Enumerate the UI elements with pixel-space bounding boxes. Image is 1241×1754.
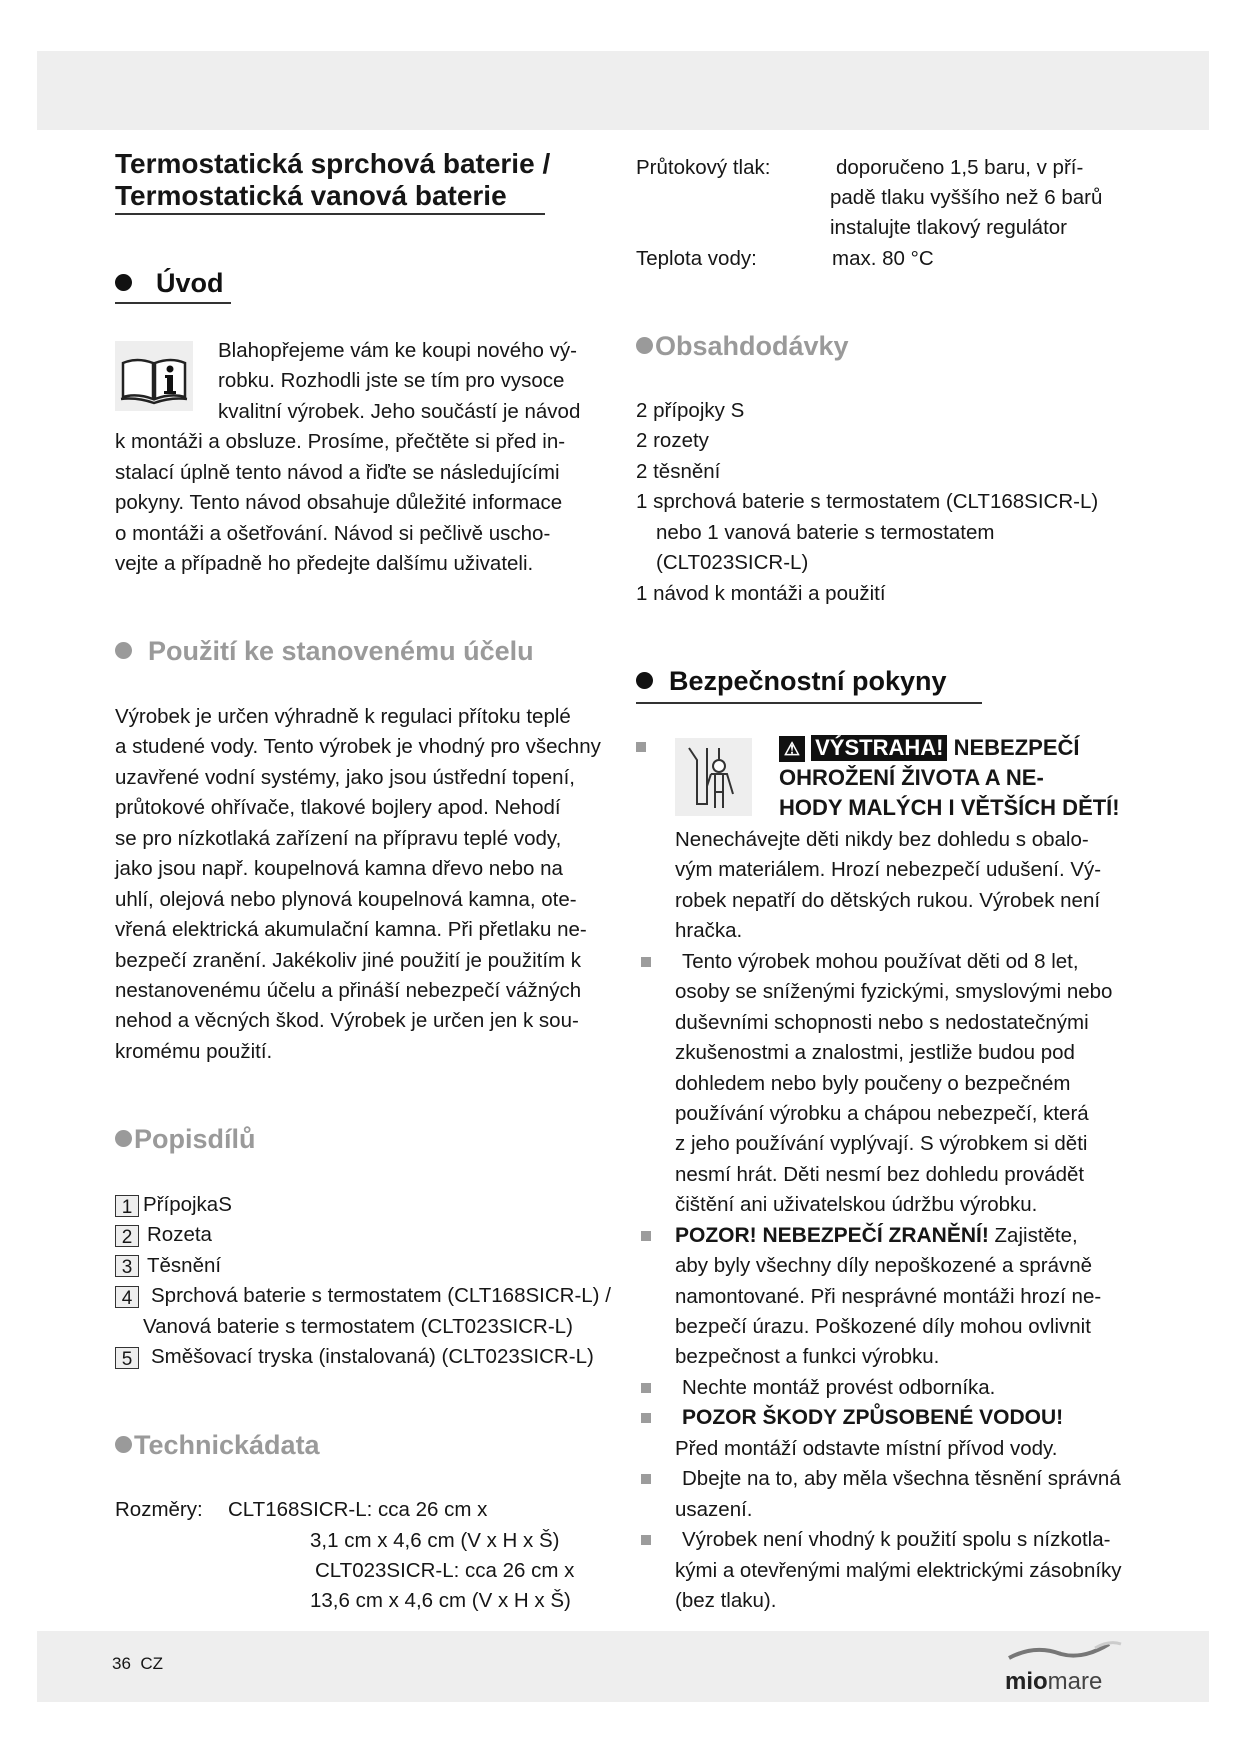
part-item [115,1342,611,1372]
pressure-value: instalujte tlakový regulátor [830,216,1068,239]
pressure-value: doporučeno 1,5 baru, v pří- [836,156,1084,179]
safety-item-text: bezpečnost a funkci výrobku. [675,1345,940,1369]
heading-tech [115,1430,320,1461]
warning-text-line: vým materiálem. Hrozí nebezpečí udušení. Vý- [675,858,1102,882]
logo-text: mare [1047,1668,1103,1695]
safety-item-line [675,1586,1122,1616]
logo-text: mio [1005,1668,1048,1695]
text-line: nestanovenému účelu a přináší nebezpečí vážných [115,978,582,1002]
text-line: uzavřené vodní systémy, jako jsou ústřední topení, [115,765,575,789]
dimensions-value: CLT023SICR-L: cca 26 cm x [315,1559,575,1582]
part-number-box: 4 [115,1286,139,1308]
bullet-dot-icon [115,274,132,291]
heading-contents [636,331,849,362]
safety-item-line [675,1038,1122,1068]
safety-item-line [675,1403,1122,1433]
part-number-box: 3 [115,1255,139,1277]
document-title [115,148,550,212]
safety-item-line [675,1495,1122,1525]
safety-item-line [675,1282,1122,1312]
safety-item-text: Tento výrobek mohou používat děti od 8 let, [682,949,1079,973]
warning-text-line: robek nepatří do dětských rukou. Výrobek není [675,888,1101,912]
safety-item-line [675,1251,1122,1281]
text-line: 1 sprchová baterie s termostatem (CLT168SICR-L) [636,490,1099,514]
usage-text [115,702,601,1067]
header-band [37,51,1209,130]
text-line: bezpečí zranění. Jakékoliv jiné použití je použitím k [115,948,582,972]
safety-item-line [675,977,1122,1007]
safety-item-lead: POZOR! NEBEZPEČÍ ZRANĚNÍ! [675,1223,989,1247]
heading-parts [115,1124,256,1155]
part-label: PřípojkaS [143,1193,232,1216]
part-item [115,1190,611,1220]
safety-item-text: aby byly všechny díly nepoškozené a správně [675,1254,1093,1278]
safety-item-line [675,1434,1122,1464]
text-line: stalací úplně tento návod a řiďte se následujícími [115,460,560,484]
warning-text-line: hračka. [675,919,743,943]
heading-underline [636,702,982,704]
text-line: nehod a věcných škod. Výrobek je určen jen k sou- [115,1009,579,1033]
safety-item-lead: POZOR ŠKODY ZPŮSOBENÉ VODOU! [682,1406,1064,1430]
safety-item-text: Dbejte na to, aby měla všechna těsnění správná [682,1467,1121,1491]
text-line: robku. Rozhodli jste se tím pro vysoce [218,369,565,393]
warning-badge: VÝSTRAHA! [811,735,947,761]
heading-safety [636,666,947,697]
warning-title: OHROŽENÍ ŽIVOTA A NE- [779,765,1044,790]
safety-list [675,825,1122,1616]
title-underline [115,213,545,215]
text-line: a studené vody. Tento výrobek je vhodný pro všechny [115,735,601,759]
part-number-box: 1 [115,1195,139,1217]
heading-text: Použití ke stanovenému účelu [148,636,534,666]
text-line: nebo 1 vanová baterie s termostatem [656,520,995,544]
warning-title: NEBEZPEČÍ [953,735,1080,760]
text-line: k montáži a obsluze. Prosíme, přečtěte si před in- [115,430,566,454]
safety-item-text: namontované. Při nesprávné montáži hrozí ne- [675,1284,1102,1308]
bullet-square-icon [641,1231,651,1241]
text-line: Blahopřejeme vám ke koupi nového vý- [218,339,577,362]
safety-item-line [675,1342,1122,1372]
heading-intro [115,268,224,299]
part-label: Těsnění [147,1253,222,1277]
text-line: 1 návod k montáži a použití [636,581,886,605]
heading-text: Technickádata [134,1430,320,1460]
bullet-square-icon [641,957,651,967]
bullet-dot-icon [115,1436,132,1453]
dimensions-value: CLT168SICR-L: cca 26 cm x [228,1498,488,1521]
warning-triangle-icon: ⚠ [779,736,805,762]
brand-logo [1005,1640,1125,1696]
bullet-dot-icon [636,337,653,354]
safety-item-line [675,1373,1122,1403]
page-language: CZ [140,1654,164,1673]
text-line: jako jsou např. koupelnová kamna dřevo nebo na [115,857,563,881]
text-line: vřená elektrická akumulační kamna. Při přetlaku ne- [115,918,587,942]
page-number-value: 36 [112,1654,131,1673]
safety-item-line [675,1190,1122,1220]
safety-item-text: Nechte montáž provést odborníka. [682,1375,996,1399]
warning-title: HODY MALÝCH I VĚTŠÍCH DĚTÍ! [779,795,1120,820]
safety-item-line [675,947,1122,977]
safety-item-text: dohledem nebo byly poučeny o bezpečném [675,1071,1071,1095]
title-line: Termostatická vanová baterie [115,180,507,211]
title-line: Termostatická sprchová baterie / [115,148,551,179]
safety-item-text: Zajistěte, [988,1223,1078,1247]
text-line: (CLT023SICR-L) [656,551,809,575]
bullet-dot-icon [115,1130,132,1147]
bullet-square-icon [636,742,646,752]
logo-swoosh-icon [1005,1640,1125,1662]
safety-item-line [675,1129,1122,1159]
text-line: průtokové ohřívače, tlakové bojlery apod. Nehodí [115,796,561,820]
warning-header [779,733,1120,823]
part-number-box: 5 [115,1347,139,1369]
safety-item-text: používání výrobku a chápou nebezpečí, která [675,1101,1089,1125]
bullet-square-icon [641,1383,651,1393]
part-label: Rozeta [147,1223,212,1247]
bullet-square-icon [641,1474,651,1484]
heading-text: Úvod [156,268,224,298]
dimensions-label: Rozměry: [115,1498,203,1521]
safety-item-text: usazení. [675,1497,753,1521]
text-line: 2 přípojky S [636,399,745,422]
safety-item-text: z jeho používání vyplývají. S výrobkem si děti [675,1132,1088,1156]
part-label: Sprchová baterie s termostatem (CLT168SICR-L) / [151,1284,611,1308]
warning-text-line: Nenechávejte děti nikdy bez dohledu s obalo- [675,828,1089,851]
temperature-value: max. 80 °C [832,247,934,270]
heading-underline [115,302,231,304]
safety-item-text: nesmí hrát. Děti nesmí bez dohledu provádět [675,1162,1085,1186]
bullet-square-icon [641,1535,651,1545]
text-line: se pro nízkotlaká zařízení na přípravu teplé vody, [115,826,562,850]
safety-item-line [675,1099,1122,1129]
safety-item-text: Výrobek není vhodný k použití spolu s nízkotla- [682,1528,1111,1552]
text-line: pokyny. Tento návod obsahuje důležité informace [115,491,563,515]
parts-list [115,1190,611,1373]
pressure-value: padě tlaku vyššího než 6 barů [830,186,1103,209]
part-item [115,1312,611,1342]
heading-text: Obsahdodávky [655,331,849,361]
dimensions-value: 13,6 cm x 4,6 cm (V x H x Š) [310,1589,571,1612]
part-label: Směšovací tryska (instalovaná) (CLT023SICR-L) [151,1345,594,1369]
text-line: o montáži a ošetřování. Návod si pečlivě uscho- [115,521,551,545]
safety-item-text: čištění ani uživatelskou údržbu výrobku. [675,1193,1038,1217]
text-line: uhlí, olejová nebo plynová koupelnová kamna, ote- [115,887,577,911]
temperature-label: Teplota vody: [636,247,757,270]
safety-item-line [675,1221,1122,1251]
part-item [115,1220,611,1250]
heading-text: Bezpečnostní pokyny [669,666,947,696]
safety-item-text: (bez tlaku). [675,1588,777,1612]
text-line: vejte a případně ho předejte dalšímu uživateli. [115,552,534,576]
child-safety-icon [675,738,752,816]
part-item [115,1281,611,1311]
safety-item-line [675,1556,1122,1586]
bullet-dot-icon [115,642,132,659]
safety-item-line [675,1069,1122,1099]
text-line: kvalitní výrobek. Jeho součástí je návod [218,399,581,423]
safety-item-text: duševními schopnosti nebo s nedostatečnými [675,1010,1089,1034]
intro-text [115,336,580,580]
text-line: 2 rozety [636,429,709,453]
part-number-box: 2 [115,1225,139,1247]
part-label: Vanová baterie s termostatem (CLT023SICR-L) [143,1314,573,1338]
safety-item-text: osoby se sníženými fyzickými, smyslovými nebo [675,980,1113,1004]
text-line: 2 těsnění [636,459,721,483]
safety-item-line [675,1525,1122,1555]
pressure-label: Průtokový tlak: [636,156,771,179]
heading-usage [115,636,534,667]
safety-item-text: kými a otevřenými malými elektrickými zásobníky [675,1558,1122,1582]
safety-item-line [675,1160,1122,1190]
dimensions-value: 3,1 cm x 4,6 cm (V x H x Š) [310,1529,560,1552]
safety-item-line [675,1464,1122,1494]
bullet-dot-icon [636,672,653,689]
safety-item-line [675,1312,1122,1342]
text-line: Výrobek je určen výhradně k regulaci přítoku teplé [115,705,571,728]
contents-list [636,396,1098,609]
heading-text: Popisdílů [134,1124,256,1154]
page-number [112,1654,163,1674]
text-line: kromému použití. [115,1039,273,1063]
safety-item-text: Před montáží odstavte místní přívod vody. [675,1436,1058,1460]
bullet-square-icon [641,1413,651,1423]
safety-item-text: bezpečí úrazu. Poškozené díly mohou ovlivnit [675,1315,1091,1338]
safety-item-text: zkušenostmi a znalostmi, jestliže budou pod [675,1041,1075,1065]
safety-item-line [675,1008,1122,1038]
part-item [115,1251,611,1281]
